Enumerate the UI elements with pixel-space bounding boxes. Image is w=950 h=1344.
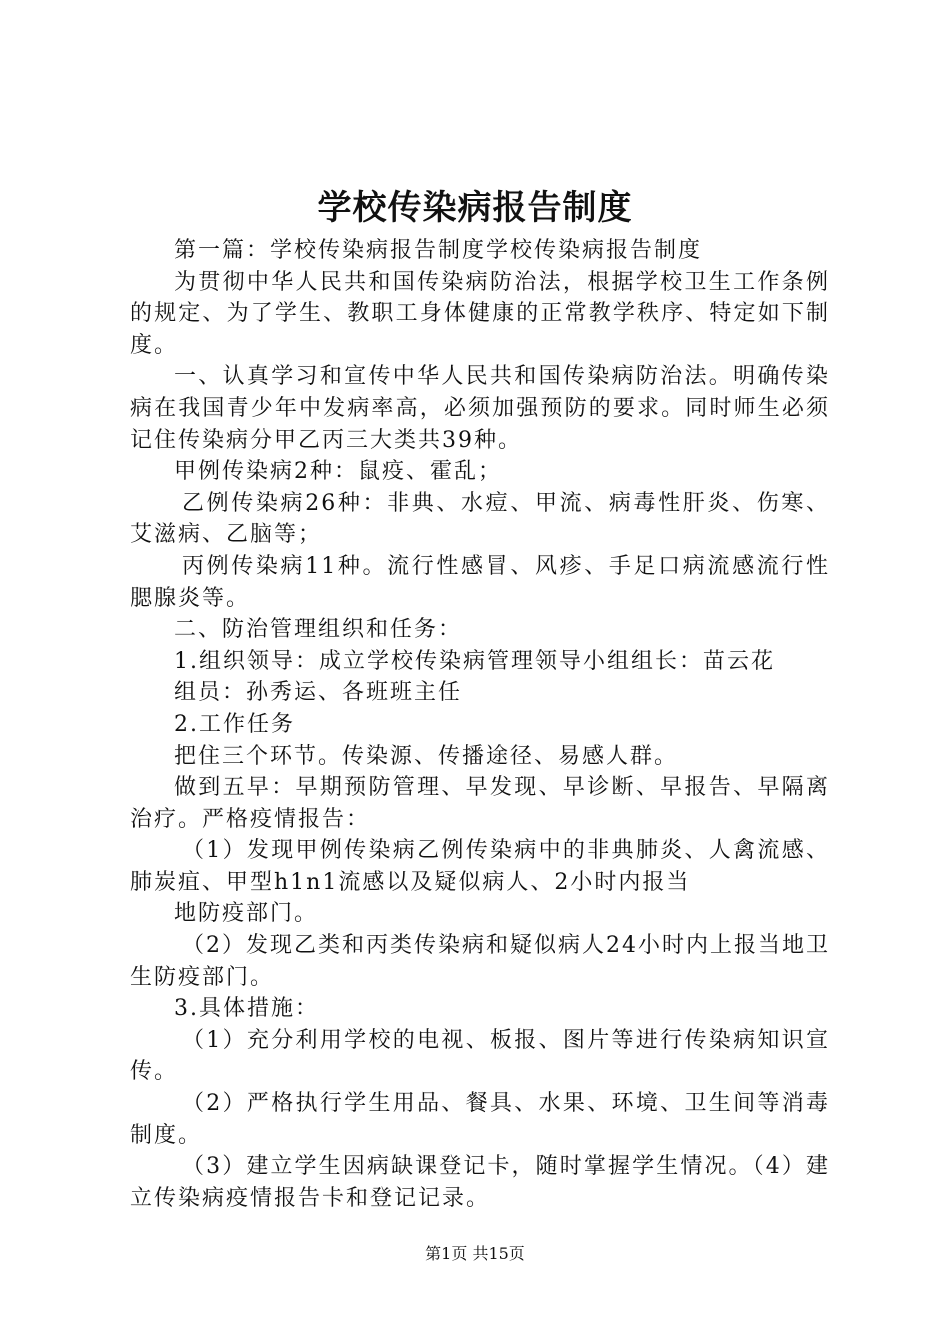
paragraph-measures-heading: 3.具体措施： bbox=[174, 996, 319, 1022]
paragraph-part-one-heading: 第一篇：学校传染病报告制度学校传染病报告制度 bbox=[174, 238, 703, 263]
paragraph-class-a: 甲例传染病2种：鼠疫、霍乱； bbox=[174, 459, 502, 485]
paragraph-section-one: 一、认真学习和宣传中华人民共和国传染病防治法。明确传染病在我国青少年中发病率高，必须加强预防的要求。同时师生必须记住传染病分甲乙丙三大类共39种。 bbox=[130, 364, 830, 453]
paragraph-measure-1: （1）充分利用学校的电视、板报、图片等进行传染病知识宣传。 bbox=[130, 1027, 830, 1085]
paragraph-five-early: 做到五早：早期预防管理、早发现、早诊断、早报告、早隔离治疗。严格疫情报告： bbox=[130, 775, 830, 832]
document-body bbox=[130, 235, 830, 1214]
paragraph-report-item-1: （1）发现甲例传染病乙例传染病中的非典肺炎、人禽流感、肺炭疽、甲型h1n1流感以及疑似病人、2小时内报当 bbox=[130, 838, 830, 895]
paragraph-three-links: 把住三个环节。传染源、传播途径、易感人群。 bbox=[174, 743, 679, 769]
paragraph-section-two: 二、防治管理组织和任务： bbox=[174, 617, 463, 643]
paragraph-intro: 为贯彻中华人民共和国传染病防治法，根据学校卫生工作条例的规定、为了学生、教职工身体健康的正常教学秩序、特定如下制度。 bbox=[130, 269, 830, 358]
paragraph-org-leadership: 1.组织领导：成立学校传染病管理领导小组组长：苗云花 bbox=[174, 648, 775, 674]
paragraph-measure-3-4: （3）建立学生因病缺课登记卡，随时掌握学生情况。（4）建立传染病疫情报告卡和登记记录。 bbox=[130, 1154, 830, 1211]
document-title: 学校传染病报告制度 bbox=[317, 188, 633, 228]
paragraph-class-b: 乙例传染病26种：非典、水痘、甲流、病毒性肝炎、伤寒、艾滋病、乙脑等； bbox=[130, 490, 830, 548]
paragraph-org-members: 组员：孙秀运、各班班主任 bbox=[174, 680, 463, 706]
page-footer: 第1页 共15页 bbox=[425, 1244, 525, 1263]
paragraph-report-item-2: （2）发现乙类和丙类传染病和疑似病人24小时内上报当地卫生防疫部门。 bbox=[130, 933, 830, 990]
paragraph-work-tasks: 2.工作任务 bbox=[174, 711, 295, 737]
paragraph-measure-2: （2）严格执行学生用品、餐具、水果、环境、卫生间等消毒制度。 bbox=[130, 1091, 830, 1148]
paragraph-class-c: 丙例传染病11种。流行性感冒、风疹、手足口病流感流行性腮腺炎等。 bbox=[130, 553, 830, 611]
paragraph-report-item-1-cont: 地防疫部门。 bbox=[174, 901, 319, 927]
